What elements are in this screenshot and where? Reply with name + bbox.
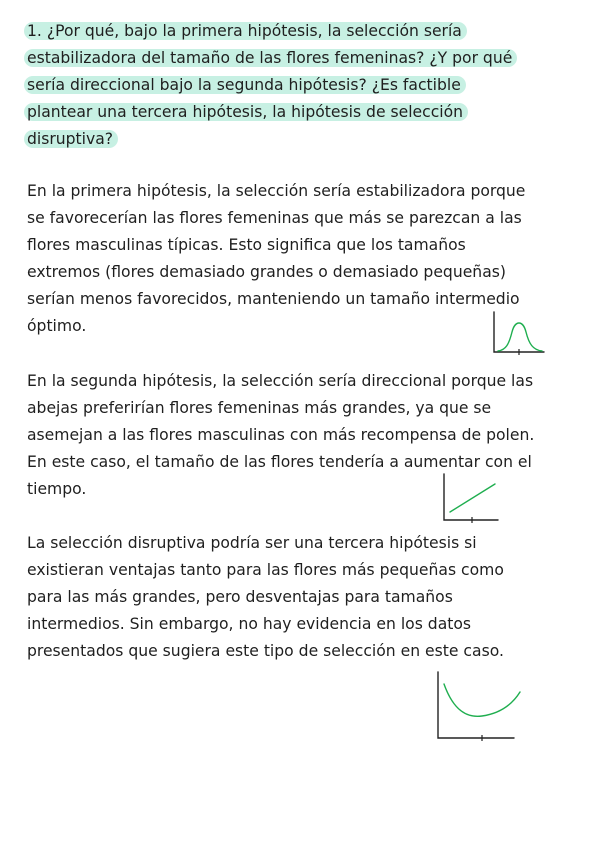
paragraph-line: extremos (flores demasiado grandes o demasiado pequeñas) <box>27 263 506 281</box>
paragraph-line: En este caso, el tamaño de las flores tendería a aumentar con el <box>27 453 532 471</box>
paragraph-line: serían menos favorecidos, manteniendo un tamaño intermedio <box>27 290 520 308</box>
paragraph-line: existieran ventajas tanto para las flores más pequeñas como <box>27 561 504 579</box>
sketch-axes <box>444 474 498 520</box>
sketch-axes <box>438 672 514 738</box>
question-line: estabilizadora del tamaño de las flores femeninas? ¿Y por qué <box>27 45 517 72</box>
question-line: disruptiva? <box>27 126 118 153</box>
bell-curve <box>498 323 542 351</box>
paragraph-line: abejas preferirían flores femeninas más grandes, ya que se <box>27 399 492 417</box>
u-curve-sketch <box>434 670 524 744</box>
paragraph-line: intermedios. Sin embargo, no hay evidencia en los datos <box>27 615 472 633</box>
paragraph-line: presentados que sugiera este tipo de selección en este caso. <box>27 642 504 660</box>
paragraph-line: para las más grandes, pero desventajas para tamaños <box>27 588 453 606</box>
paragraph-line: La selección disruptiva podría ser una tercera hipótesis si <box>27 534 477 552</box>
bell-curve-sketch <box>490 310 548 356</box>
paragraph-line: óptimo. <box>27 317 87 335</box>
sketch-axes <box>494 312 544 352</box>
paragraph-line: flores masculinas típicas. Esto significa que los tamaños <box>27 236 466 254</box>
question-line: plantear una tercera hipótesis, la hipótesis de selección <box>27 99 468 126</box>
paragraph-line: tiempo. <box>27 480 87 498</box>
paragraph-line: se favorecerían las flores femeninas que más se parezcan a las <box>27 209 522 227</box>
u-curve <box>444 684 520 716</box>
paragraph-line: En la segunda hipótesis, la selección sería direccional porque las <box>27 372 534 390</box>
paragraph-line: En la primera hipótesis, la selección sería estabilizadora porque <box>27 182 526 200</box>
question-line: 1. ¿Por qué, bajo la primera hipótesis, la selección sería <box>27 18 467 45</box>
rising-line-sketch <box>440 472 502 524</box>
paragraph-line: asemejan a las flores masculinas con más recompensa de polen. <box>27 426 535 444</box>
rising-line <box>450 484 495 512</box>
question-line: sería direccional bajo la segunda hipótesis? ¿Es factible <box>27 72 466 99</box>
